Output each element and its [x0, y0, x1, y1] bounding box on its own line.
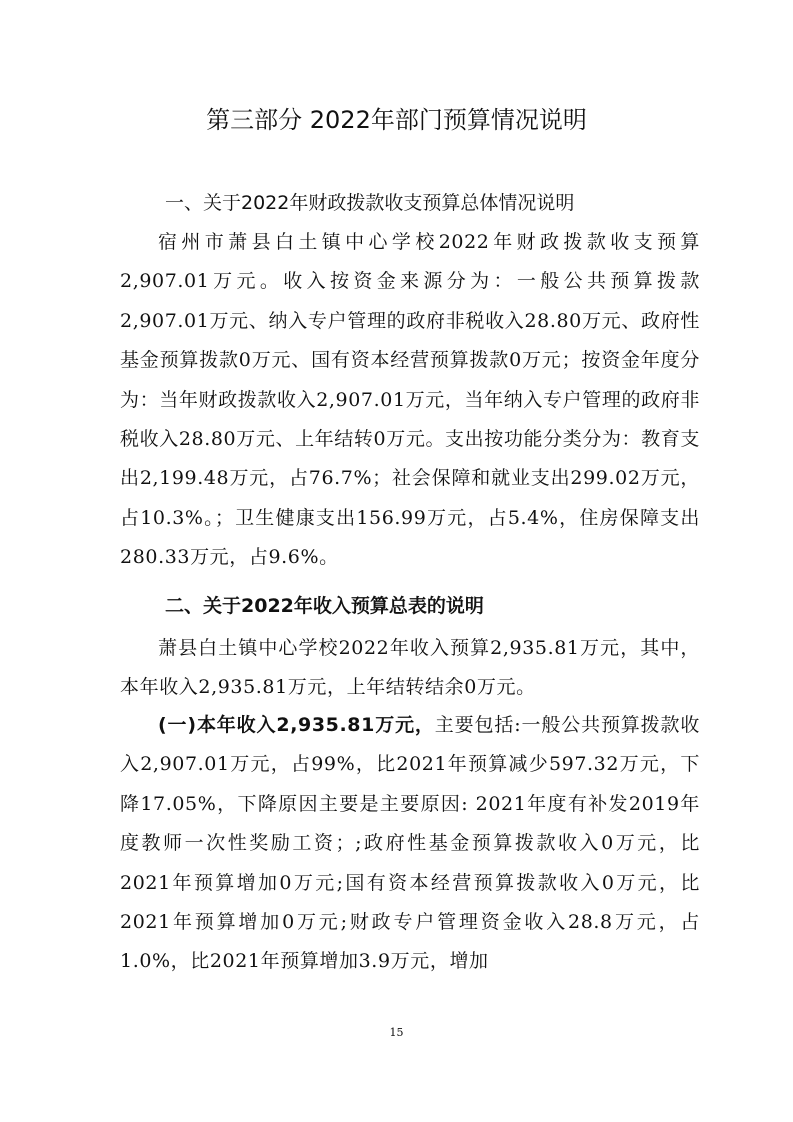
page-number: 15	[389, 1026, 404, 1039]
section-heading-1: 一、关于2022年财政拨款收支预算总体情况说明	[165, 192, 575, 214]
section-heading-2: 二、关于2022年收入预算总表的说明	[165, 595, 484, 617]
section-paragraph-1: 宿州市萧县白土镇中心学校2022年财政拨款收支预算2,907.01万元。收入按资金来源分为：一般公共预算拨款2,907.01万元、纳入专户管理的政府非税收入28.80万元、政府性基金预算拨款0万元、国有资本经营预算拨款0万元；按资金年度分为：当年财政拨款收入2,907.01万元，当年纳入专户管理的政府非税收入28.80万元、上年结转0万元。支出按功能分类分为：教育支出2,199.48万元，占76.7%；社会保障和就业支出299.02万元，占10.3%。；卫生健康支出156.99万元，占5.4%，住房保障支出280.33万元，占9.6%。	[120, 231, 700, 569]
page-title: 第三部分 2022年部门预算情况说明	[206, 106, 587, 134]
section-paragraph-2: 萧县白土镇中心学校2022年收入预算2,935.81万元，其中，本年收入2,935.81万元，上年结转结余0万元。	[120, 637, 700, 699]
subsection-lead: (一)本年收入2,935.81万元，	[158, 714, 435, 736]
subsection-paragraph	[120, 706, 700, 982]
subsection-text: 主要包括:一般公共预算拨款收入2,907.01万元，占99%，比2021年预算减少597.32万元，下降17.05%，下降原因主要是主要原因: 2021年度有补发2019年度教师一次性奖励工资；;政府性基金预算拨款收入0万元，比2021年预算增加0万元;国有资本经营预算拨款收入0万元，比2021年预算增加0万元;财政专户管理资金收入28.8万元，占1.0%，比2021年预算增加3.9万元，增加	[120, 714, 700, 973]
